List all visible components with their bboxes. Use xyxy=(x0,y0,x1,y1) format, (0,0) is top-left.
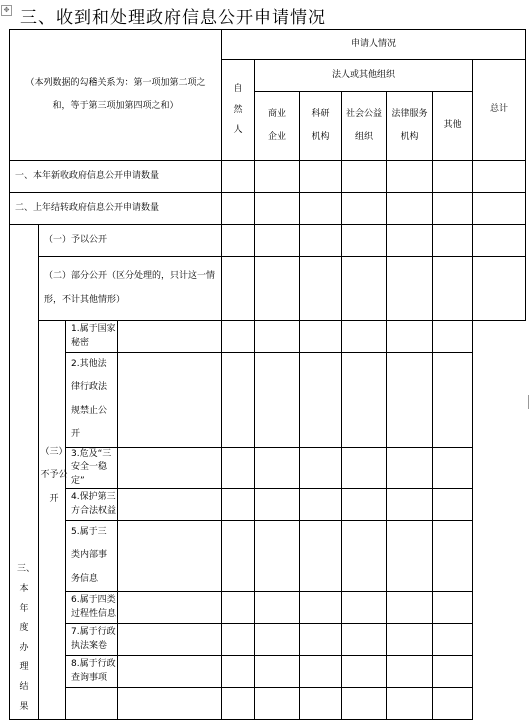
application-stats-table xyxy=(9,29,526,720)
col-research: 科研机构 xyxy=(300,92,342,161)
table-note: （本列数据的勾稽关系为：第一项加第二项之和，等于第三项加第四项之和） xyxy=(25,77,206,111)
col-business: 商业企业 xyxy=(255,92,300,161)
sub-row-4: 4.保护第三方合法权益 xyxy=(66,489,118,521)
col-legal-service: 法律服务机构 xyxy=(387,92,433,161)
sub-row-6: 6.属于四类过程性信息 xyxy=(66,592,118,624)
not-disclosed-label: （三）不予公开 xyxy=(40,447,68,504)
table-move-handle-icon[interactable]: ✥ xyxy=(1,5,12,16)
natural-person-header: 自然人 xyxy=(222,60,255,161)
sub-row-3: 3.危及“三安全一稳定” xyxy=(66,447,118,489)
sub-row-1: 1.属于国家秘密 xyxy=(66,321,118,353)
col-other: 其他 xyxy=(433,92,473,161)
not-disclosed-label-cell xyxy=(39,321,66,720)
section3-label-cell xyxy=(10,225,39,720)
sub-row-2: 2.其他法律行政法规禁止公开 xyxy=(66,353,118,448)
section3-label: 三、本年度办理结果 xyxy=(17,564,36,712)
sub-row-8: 8.属于行政查询事项 xyxy=(66,656,118,688)
row-carryover-applications: 二、上年结转政府信息公开申请数量 xyxy=(10,193,222,225)
legal-org-header: 法人或其他组织 xyxy=(255,60,473,92)
applicant-group-header: 申请人情况 xyxy=(222,30,526,60)
table-note-cell xyxy=(10,30,222,161)
col-public-welfare: 社会公益组织 xyxy=(342,92,387,161)
row-disclosed: （一）予以公开 xyxy=(39,225,222,257)
row-new-applications: 一、本年新收政府信息公开申请数量 xyxy=(10,161,222,193)
sub-row-7: 7.属于行政执法案卷 xyxy=(66,624,118,656)
total-header: 总计 xyxy=(473,60,526,161)
scroll-edge-mark xyxy=(528,395,532,409)
sub-row-5: 5.属于三类内部事务信息 xyxy=(66,521,118,592)
row-partially-disclosed: （二）部分公开（区分处理的，只计这一情形，不计其他情形） xyxy=(39,257,222,321)
section-title: 三、收到和处理政府信息公开申请情况 xyxy=(20,8,326,28)
